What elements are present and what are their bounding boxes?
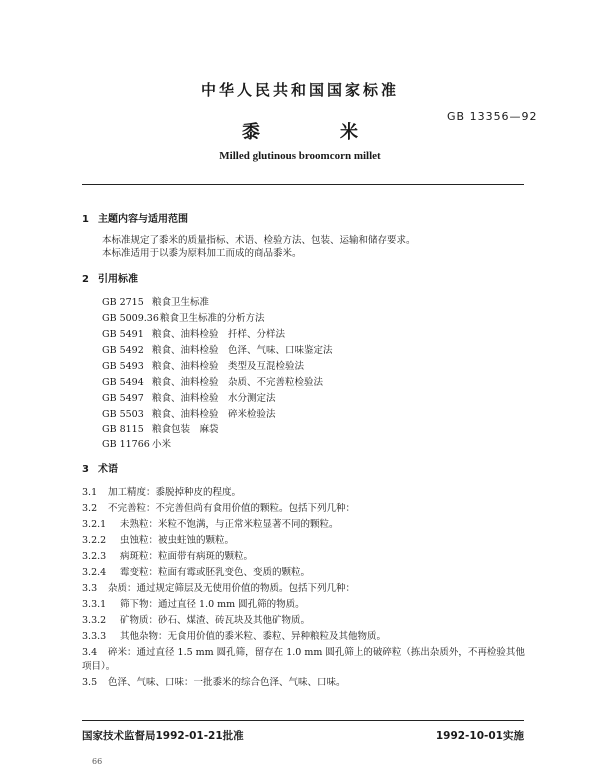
reference-name: 粮食、油料检验 杂质、不完善粒检验法 <box>152 377 324 388</box>
reference-code: GB 2715 <box>102 297 144 308</box>
term-number: 3.4 <box>82 647 98 658</box>
term-text: 不完善粒：不完善但尚有食用价值的颗粒。包括下列几种： <box>108 503 356 514</box>
section-1-number: 1 <box>82 214 89 225</box>
term-text: 加工精度：黍脱掉种皮的程度。 <box>108 487 242 498</box>
term-item <box>82 500 355 514</box>
section-2-title: 引用标准 <box>98 274 138 285</box>
reference-code: GB 11766 <box>102 439 150 450</box>
term-item <box>82 484 241 498</box>
term-item <box>82 532 234 546</box>
reference-item <box>102 374 323 388</box>
reference-item <box>102 294 209 308</box>
reference-name: 粮食、油料检验 色泽、气味、口味鉴定法 <box>152 345 333 356</box>
term-text: 筛下物：通过直径 1.0 mm 圆孔筛的物质。 <box>120 599 305 610</box>
reference-code: GB 5493 <box>102 361 144 372</box>
section-3-heading <box>82 460 118 475</box>
page-number: 66 <box>92 757 103 766</box>
term-item <box>82 596 305 610</box>
reference-code: GB 5491 <box>102 329 144 340</box>
term-text: 色泽、气味、口味：一批黍米的综合色泽、气味、口味。 <box>108 677 346 688</box>
effective-date: 1992-10-01实施 <box>435 730 524 742</box>
reference-item <box>102 342 333 356</box>
reference-code: GB 8115 <box>102 424 144 435</box>
reference-item <box>102 310 265 324</box>
reference-name: 粮食、油料检验 碎米检验法 <box>152 409 276 420</box>
term-number: 3.1 <box>82 487 98 498</box>
term-text: 虫蚀粒：被虫蛀蚀的颗粒。 <box>120 535 235 546</box>
reference-item <box>102 406 276 420</box>
term-item <box>82 564 310 578</box>
term-item <box>82 580 355 594</box>
section-1-heading <box>82 210 188 225</box>
term-number: 3.2.3 <box>82 551 107 562</box>
term-text: 病斑粒：粒面带有病斑的颗粒。 <box>120 551 254 562</box>
term-text: 碎米：通过直径 1.5 mm 圆孔筛，留存在 1.0 mm 圆孔筛上的破碎粒（拣出杂质外，不再检验其他 <box>108 647 525 658</box>
term-text: 其他杂物：无食用价值的黍米粒、黍粒、异种粮粒及其他物质。 <box>120 631 387 642</box>
term-item <box>82 628 386 642</box>
section-3-number: 3 <box>82 464 89 475</box>
reference-item <box>102 358 304 372</box>
bottom-rule <box>82 720 524 721</box>
reference-item <box>102 326 285 340</box>
term-text: 杂质：通过规定筛层及无使用价值的物质。包括下列几种： <box>108 583 356 594</box>
reference-code: GB 5009.36 <box>102 313 159 324</box>
top-rule <box>82 184 524 185</box>
term-number: 3.2.4 <box>82 567 107 578</box>
standard-code: GB 13356—92 <box>447 110 538 123</box>
section-2-number: 2 <box>82 274 89 285</box>
term-item <box>82 548 253 562</box>
section-2-heading <box>82 270 138 285</box>
reference-item <box>102 421 219 435</box>
term-item <box>82 644 525 658</box>
english-title: Milled glutinous broomcorn millet <box>219 150 381 162</box>
reference-item <box>102 390 276 404</box>
section-1-paragraph: 本标准规定了黍米的质量指标、术语、检验方法、包装、运输和储存要求。 <box>102 235 416 246</box>
term-item <box>82 612 310 626</box>
reference-name: 粮食、油料检验 扦样、分样法 <box>152 329 286 340</box>
term-item <box>82 516 339 530</box>
reference-name: 粮食卫生标准的分析方法 <box>160 313 265 324</box>
term-text: 未熟粒：米粒不饱满，与正常米粒显著不同的颗粒。 <box>120 519 339 530</box>
term-number: 3.2 <box>82 503 98 514</box>
reference-name: 粮食、油料检验 类型及互混检验法 <box>152 361 305 372</box>
term-item-continuation: 项目）。 <box>82 661 116 672</box>
reference-code: GB 5492 <box>102 345 144 356</box>
reference-code: GB 5497 <box>102 393 144 404</box>
term-text: 霉变粒：粒面有霉或胚乳变色、变质的颗粒。 <box>120 567 311 578</box>
term-number: 3.3.3 <box>82 631 107 642</box>
term-number: 3.2.2 <box>82 535 107 546</box>
reference-name: 粮食、油料检验 水分测定法 <box>152 393 276 404</box>
term-item <box>82 674 346 688</box>
reference-name: 粮食包装 麻袋 <box>152 424 219 435</box>
document-title: 黍米 <box>242 122 438 143</box>
section-1-paragraph: 本标准适用于以黍为原料加工而成的商品黍米。 <box>102 248 302 259</box>
header-organization: 中华人民共和国国家标准 <box>200 81 399 99</box>
section-1-title: 主题内容与适用范围 <box>98 214 188 225</box>
reference-name: 小米 <box>152 439 172 450</box>
reference-code: GB 5494 <box>102 377 144 388</box>
term-number: 3.3.1 <box>82 599 107 610</box>
term-number: 3.5 <box>82 677 98 688</box>
term-number: 3.3.2 <box>82 615 107 626</box>
reference-item <box>102 436 171 450</box>
reference-name: 粮食卫生标准 <box>152 297 210 308</box>
section-3-title: 术语 <box>98 464 118 475</box>
reference-code: GB 5503 <box>102 409 144 420</box>
term-text: 矿物质：砂石、煤渣、砖瓦块及其他矿物质。 <box>120 615 311 626</box>
term-number: 3.3 <box>82 583 98 594</box>
term-number: 3.2.1 <box>82 519 107 530</box>
approval-date: 国家技术监督局1992-01-21批准 <box>82 730 244 742</box>
